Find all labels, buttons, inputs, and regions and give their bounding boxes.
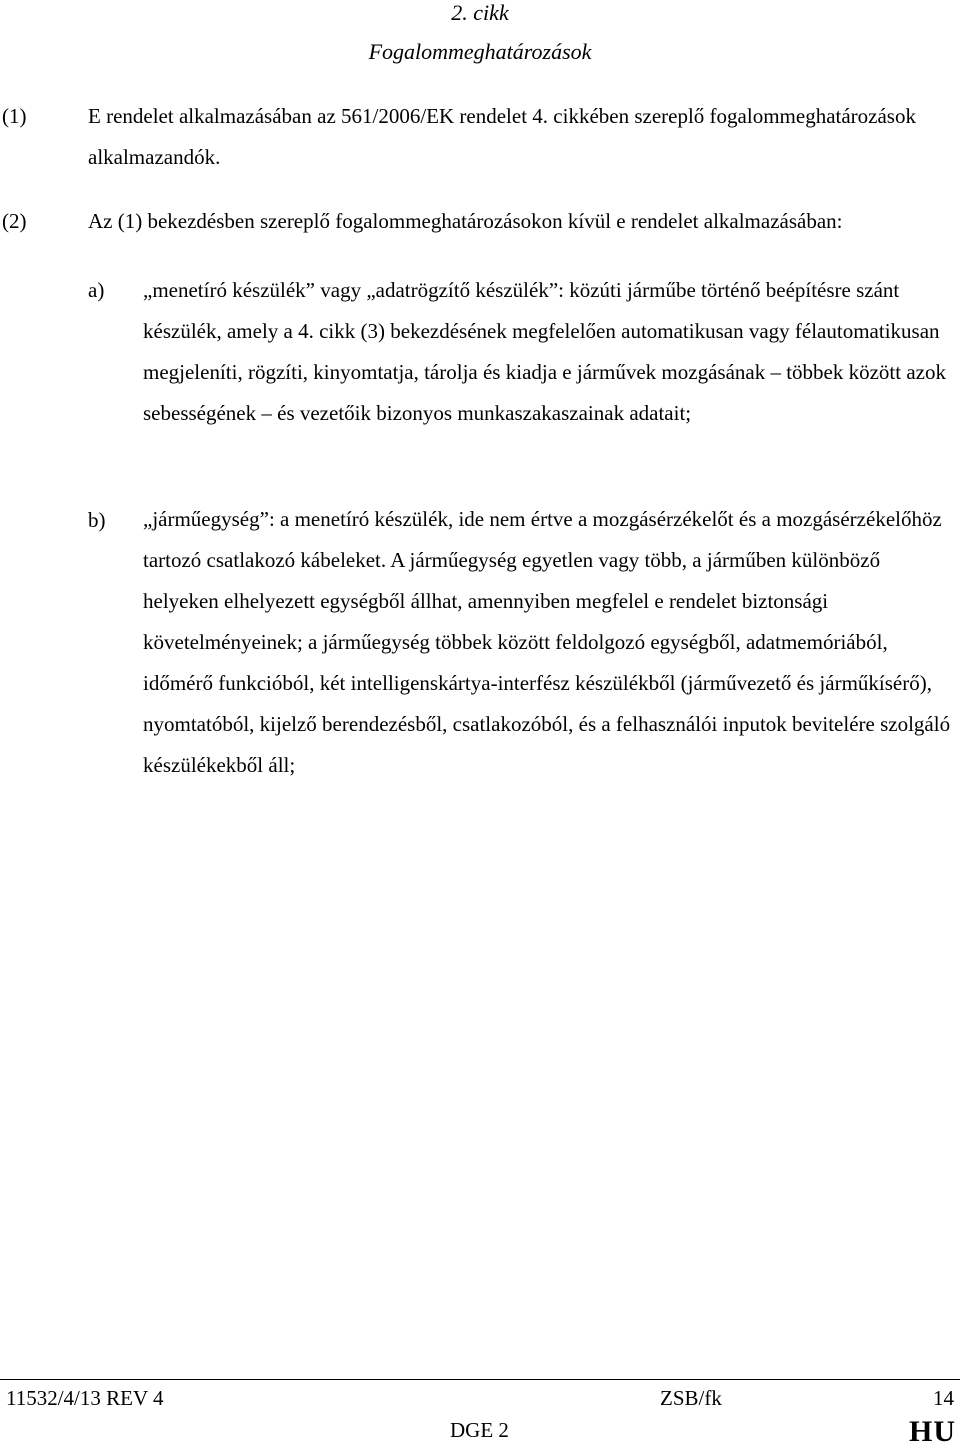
footer-directorate: DGE 2 [450,1418,509,1442]
paragraph-text: E rendelet alkalmazásában az 561/2006/EK rendelet 4. cikkében szereplő fogalommeghatározások alkalmazandók. [88,104,916,169]
footer-document-reference: 11532/4/13 REV 4 [6,1386,164,1410]
article-number: 2. cikk [451,0,509,25]
footer-page-number: 14 [933,1386,954,1410]
paragraph-text: Az (1) bekezdésben szereplő fogalommeghatározásokon kívül e rendelet alkalmazásában: [88,209,843,233]
footer-divider [0,1379,960,1380]
footer-department-code: ZSB/fk [660,1386,722,1410]
list-item-label: b) [88,508,106,532]
article-title: Fogalommeghatározások [368,39,592,64]
paragraph-number: (1) [2,104,27,128]
paragraph-number: (2) [2,209,27,233]
list-item-label: a) [88,278,105,302]
list-item-text: „menetíró készülék” vagy „adatrögzítő készülék”: közúti járműbe történő beépítésre szánt készülék, amely a 4. cikk (3) bekezdésének megfelelően automatikusan vagy félautomatikusan megjeleníti, rögzíti, kinyomtatja, tárolja és kiadja e járművek mozgásának – többek között azok sebességének – és vezetőik bizonyos munkaszakaszainak adatait; [143,278,946,425]
list-item-text: „járműegység”: a menetíró készülék, ide nem értve a mozgásérzékelőt és a mozgásérzékelőhöz tartozó csatlakozó kábeleket. A járműegység egyetlen vagy több, a járműben különböző helyeken elhelyezett egységből állhat, amennyiben megfelel e rendelet biztonsági követelményeinek; a járműegység többek között feldolgozó egységből, adatmemóriából, időmérő funkcióból, két intelligenskártya-interfész készülékből (járművezető és járműkísérő), nyomtatóból, kijelző berendezésből, csatlakozóból, és a felhasználói inputok bevitelére szolgáló készülékekből áll; [143,507,951,777]
footer-language-code: HU [909,1415,956,1448]
